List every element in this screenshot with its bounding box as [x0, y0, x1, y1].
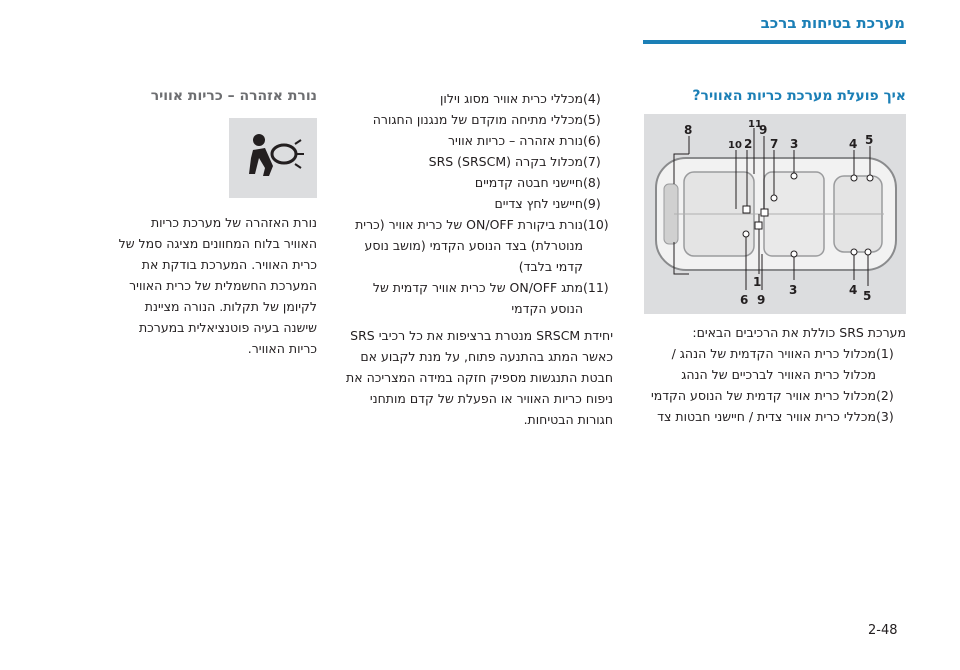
diagram-label-9-top: 9 — [759, 123, 768, 137]
list-item: (11) מתג ON/OFF של כרית אוויר קדמית של הנוסע הקדמי — [372, 280, 609, 316]
diagram-label-10: 10 — [728, 140, 742, 151]
warning-light-description: נורת האזהרה של מערכת כריות האוויר בלוח המחוונים מציגה סמל של כרית האוויר. המערכת בודקת את המערכת החשמלית של כרית האוויר לקיומן של תקלות. הנורה מציינת שישנה בעיה פוטנציאלית במערכת כריות האוויר. — [118, 215, 317, 356]
warning-light-heading: נורת אזהרה – כריות אוויר — [150, 88, 317, 104]
list-item: (6) נורת אזהרה – כריות אוויר — [448, 133, 601, 148]
list-item: (2) מכלול כרית אוויר קדמית של הנוסע הקדמי — [650, 388, 894, 403]
diagram-label-5-top: 5 — [865, 133, 874, 147]
section-heading: איך פועלת מערכת כריות האוויר? — [692, 88, 906, 104]
component-list-right — [640, 343, 906, 427]
diagram-label-4-bottom: 4 — [849, 283, 858, 297]
diagram-label-9-bottom: 9 — [757, 293, 766, 307]
list-item: (9) חיישני לחץ צדיים — [494, 196, 601, 211]
diagram-label-6: 6 — [740, 293, 749, 307]
srscm-description: יחידת SRSCM מנטרת ברציפות את כל רכיבי SRS כאשר המתג בהתנעה פתוח, על מנת לקבוע אם חבטת התנגשות מספיק חזקה במידה המצריכה את ניפוח כריות האוויר או הפעלת של קדם מותחני חגורות הבטיחות. — [346, 328, 613, 427]
diagram-label-3-bottom: 3 — [789, 283, 798, 297]
diagram-label-2: 2 — [744, 137, 753, 151]
diagram-label-7: 7 — [770, 137, 779, 151]
components-continued-section — [340, 88, 613, 430]
car-airbag-diagram — [644, 114, 906, 314]
page-number: 2-48 — [868, 623, 898, 638]
airbag-warning-icon — [229, 118, 317, 198]
component-list-mid — [340, 88, 613, 319]
diagram-label-3-top: 3 — [790, 137, 799, 151]
system-components-intro: מערכת SRS כוללת את הרכיבים הבאים: — [692, 325, 906, 340]
list-item: (8) חיישני חבטה קדמיים — [474, 175, 601, 190]
warning-light-section — [115, 88, 317, 359]
list-item: (7) מכלול בקרה SRS (SRSCM) — [428, 154, 601, 169]
diagram-label-8: 8 — [684, 123, 693, 137]
header-rule — [643, 40, 906, 44]
car-topview-drawing — [644, 114, 906, 314]
diagram-label-4-top: 4 — [849, 137, 858, 151]
list-item: (3) מכללי כרית אוויר צדית / חיישני חבטות צד — [657, 409, 894, 424]
list-item: (5) מכללי מתיחה מוקדם של מנגנון החגורה — [372, 112, 601, 127]
diagram-label-5-bottom: 5 — [863, 289, 872, 303]
list-item: (10) נורת ביקורת ON/OFF של כרית אוויר (כרית מנוטרלת) בצד הנוסע הקדמי (מושב נוסע קדמי בלבד) — [355, 217, 609, 274]
diagram-label-1: 1 — [753, 275, 762, 289]
airbag-operation-section — [640, 88, 906, 427]
diagram-label-11: 11 — [748, 119, 762, 130]
header-title: מערכת בטיחות ברכב — [760, 14, 905, 32]
list-item: (4) מכללי כרית אוויר מסוג וילון — [440, 91, 601, 106]
list-item: (1) מכלול כרית האוויר הקדמית של הנהג / מכלול כרית האוויר לברכיים של הנהג — [671, 346, 894, 382]
